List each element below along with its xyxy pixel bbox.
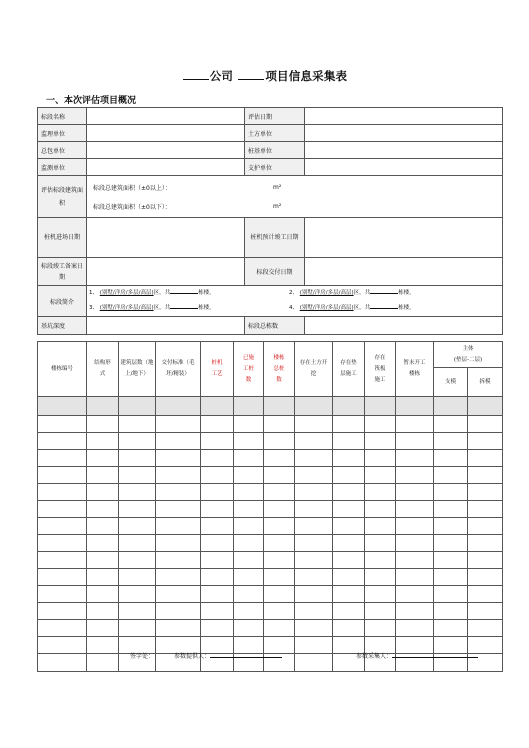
table-cell[interactable] (87, 603, 119, 620)
table-cell[interactable] (38, 552, 87, 569)
table-cell[interactable] (87, 654, 119, 672)
table-cell[interactable] (234, 433, 264, 450)
table-cell[interactable] (38, 518, 87, 535)
table-cell[interactable] (201, 450, 234, 467)
table-cell[interactable] (38, 501, 87, 518)
table-cell[interactable] (468, 569, 503, 586)
table-cell[interactable] (434, 569, 468, 586)
area-above-unit: m² (273, 183, 282, 191)
table-cell[interactable] (468, 397, 503, 416)
table-cell[interactable] (234, 501, 264, 518)
table-cell[interactable] (295, 586, 333, 603)
pile-unit-label: 桩基单位 (245, 142, 305, 159)
table-cell[interactable] (38, 637, 87, 654)
table-cell[interactable] (365, 450, 396, 467)
general-contractor-value[interactable] (87, 142, 245, 159)
table-cell[interactable] (156, 535, 201, 552)
header-row (38, 342, 503, 368)
table-cell[interactable] (365, 484, 396, 501)
area-below-label: 标段总建筑面积（±0以下）： (93, 203, 171, 211)
table-cell[interactable] (234, 397, 264, 416)
table-cell[interactable] (38, 467, 87, 484)
table-row (38, 535, 503, 552)
info-row (38, 176, 503, 218)
table-cell[interactable] (396, 535, 434, 552)
table-cell[interactable] (434, 518, 468, 535)
earthwork-label: 土方单位 (245, 125, 305, 142)
table-cell[interactable] (234, 450, 264, 467)
intro-line-2: 2、 (别墅/洋房/多层/高层)区，共 栋楼， (289, 290, 415, 296)
table-cell[interactable] (333, 518, 365, 535)
table-cell[interactable] (295, 450, 333, 467)
table-cell[interactable] (119, 569, 156, 586)
header-cushion: 存在垫层施工 (333, 342, 365, 397)
project-blank (238, 70, 264, 80)
table-cell[interactable] (365, 620, 396, 637)
table-cell[interactable] (468, 620, 503, 637)
table-row (38, 467, 503, 484)
section-name-label: 标段名称 (38, 108, 87, 125)
header-floors: 建筑层数（地上/地下） (119, 342, 156, 397)
table-cell[interactable] (234, 603, 264, 620)
table-cell[interactable] (87, 416, 119, 433)
table-cell[interactable] (365, 552, 396, 569)
table-cell[interactable] (295, 433, 333, 450)
table-cell[interactable] (119, 450, 156, 467)
table-cell[interactable] (38, 603, 87, 620)
table-cell[interactable] (119, 501, 156, 518)
table-cell[interactable] (234, 484, 264, 501)
table-cell[interactable] (201, 620, 234, 637)
table-cell[interactable] (234, 416, 264, 433)
table-row (38, 569, 503, 586)
table-cell[interactable] (365, 501, 396, 518)
table-cell[interactable] (295, 637, 333, 654)
table-cell[interactable] (434, 603, 468, 620)
table-cell[interactable] (333, 501, 365, 518)
completion-value[interactable] (87, 258, 245, 286)
table-cell[interactable] (87, 518, 119, 535)
header-building-no: 楼栋编号 (38, 342, 87, 397)
table-cell[interactable] (365, 518, 396, 535)
table-cell[interactable] (87, 552, 119, 569)
survey-value[interactable] (87, 159, 245, 176)
table-cell[interactable] (87, 397, 119, 416)
intro-label: 标段简介 (38, 286, 87, 317)
table-cell[interactable] (295, 569, 333, 586)
table-cell[interactable] (434, 397, 468, 416)
section-name-value[interactable] (87, 108, 245, 125)
delivery-label: 标段交付日期 (245, 258, 305, 286)
table-cell[interactable] (468, 416, 503, 433)
table-cell[interactable] (38, 416, 87, 433)
header-done-piles: 已施工桩数 (234, 342, 264, 397)
table-cell[interactable] (156, 433, 201, 450)
table-cell[interactable] (468, 484, 503, 501)
table-cell[interactable] (434, 620, 468, 637)
table-cell[interactable] (156, 603, 201, 620)
table-cell[interactable] (295, 535, 333, 552)
collector-label: 参数采集人： (356, 653, 393, 660)
table-cell[interactable] (396, 450, 434, 467)
provider-field (174, 651, 282, 660)
table-cell[interactable] (87, 637, 119, 654)
table-cell[interactable] (119, 397, 156, 416)
table-cell[interactable] (87, 467, 119, 484)
header-earthwork: 存在土方开挖 (295, 342, 333, 397)
table-cell[interactable] (156, 620, 201, 637)
provider-line[interactable] (210, 651, 282, 658)
info-row (38, 159, 503, 176)
table-row (38, 603, 503, 620)
sign-label: 签字处： (130, 653, 155, 660)
table-cell[interactable] (295, 484, 333, 501)
header-main: 主体 (垫层-二层) (434, 342, 503, 368)
table-cell[interactable] (295, 654, 333, 672)
area-above-label: 标段总建筑面积（±0以上）： (93, 184, 171, 192)
table-cell[interactable] (295, 501, 333, 518)
table-cell[interactable] (264, 416, 295, 433)
table-row (38, 450, 503, 467)
table-cell[interactable] (201, 433, 234, 450)
table-cell[interactable] (201, 586, 234, 603)
header-not-started: 暂未开工楼栋 (396, 342, 434, 397)
table-cell[interactable] (87, 569, 119, 586)
table-cell[interactable] (365, 603, 396, 620)
table-cell[interactable] (396, 620, 434, 637)
info-row (38, 258, 503, 286)
pit-depth-label: 基坑深度 (38, 317, 87, 335)
building-rows (38, 397, 503, 672)
table-cell[interactable] (201, 535, 234, 552)
table-cell[interactable] (396, 586, 434, 603)
intro-line-3: 3、 (别墅/洋房/多层/高层)区，共 栋楼， (89, 305, 215, 311)
table-cell[interactable] (156, 416, 201, 433)
header-raft: 存在筏板施工 (365, 342, 396, 397)
table-cell[interactable] (295, 603, 333, 620)
table-cell[interactable] (264, 569, 295, 586)
table-cell[interactable] (119, 518, 156, 535)
table-cell[interactable] (38, 433, 87, 450)
building-detail-table (37, 341, 503, 672)
table-cell[interactable] (434, 586, 468, 603)
table-cell[interactable] (264, 450, 295, 467)
table-cell[interactable] (201, 484, 234, 501)
table-cell[interactable] (201, 518, 234, 535)
survey-label: 监测单位 (38, 159, 87, 176)
table-cell[interactable] (87, 433, 119, 450)
table-cell[interactable] (234, 467, 264, 484)
table-cell[interactable] (434, 552, 468, 569)
supervision-label: 监理单位 (38, 125, 87, 142)
table-cell[interactable] (38, 450, 87, 467)
table-cell[interactable] (156, 569, 201, 586)
table-cell[interactable] (119, 467, 156, 484)
table-cell[interactable] (38, 586, 87, 603)
table-cell[interactable] (295, 416, 333, 433)
table-cell[interactable] (119, 586, 156, 603)
info-row (38, 108, 503, 125)
table-row (38, 501, 503, 518)
table-cell[interactable] (201, 552, 234, 569)
pile-unit-value[interactable] (305, 142, 503, 159)
table-cell[interactable] (156, 450, 201, 467)
earthwork-value[interactable] (305, 125, 503, 142)
table-cell[interactable] (234, 620, 264, 637)
table-cell[interactable] (434, 501, 468, 518)
table-cell[interactable] (38, 397, 87, 416)
table-cell[interactable] (468, 433, 503, 450)
table-cell[interactable] (156, 397, 201, 416)
table-cell[interactable] (234, 586, 264, 603)
table-cell[interactable] (333, 586, 365, 603)
supervision-value[interactable] (87, 125, 245, 142)
table-row (38, 397, 503, 416)
project-info-table (37, 107, 503, 335)
info-row (38, 218, 503, 258)
table-cell[interactable] (87, 484, 119, 501)
table-row (38, 586, 503, 603)
table-cell[interactable] (333, 535, 365, 552)
table-cell[interactable] (333, 484, 365, 501)
table-cell[interactable] (87, 535, 119, 552)
collector-field (356, 651, 478, 660)
table-cell[interactable] (468, 552, 503, 569)
pile-entry-value[interactable] (87, 218, 245, 258)
pile-exit-label: 桩机预计竣工日期 (245, 218, 305, 258)
table-cell[interactable] (333, 569, 365, 586)
table-cell[interactable] (201, 397, 234, 416)
eval-date-value[interactable] (305, 108, 503, 125)
table-cell[interactable] (468, 501, 503, 518)
table-cell[interactable] (434, 484, 468, 501)
table-cell[interactable] (201, 569, 234, 586)
table-cell[interactable] (295, 397, 333, 416)
table-cell[interactable] (264, 518, 295, 535)
table-cell[interactable] (333, 397, 365, 416)
table-cell[interactable] (333, 450, 365, 467)
table-cell[interactable] (264, 397, 295, 416)
table-cell[interactable] (434, 450, 468, 467)
table-cell[interactable] (396, 397, 434, 416)
table-cell[interactable] (468, 450, 503, 467)
area-below-unit: m² (273, 202, 282, 210)
table-cell[interactable] (434, 467, 468, 484)
table-cell[interactable] (38, 535, 87, 552)
intro-line-1: 1、 (别墅/洋房/多层/高层)区，共 栋楼， (89, 290, 215, 296)
table-cell[interactable] (468, 586, 503, 603)
table-cell[interactable] (365, 397, 396, 416)
table-cell[interactable] (119, 552, 156, 569)
table-cell[interactable] (434, 433, 468, 450)
table-cell[interactable] (333, 603, 365, 620)
table-row (38, 518, 503, 535)
table-cell[interactable] (365, 569, 396, 586)
table-row (38, 620, 503, 637)
table-cell[interactable] (156, 552, 201, 569)
table-cell[interactable] (119, 620, 156, 637)
table-cell[interactable] (396, 416, 434, 433)
info-row (38, 286, 503, 317)
table-cell[interactable] (396, 569, 434, 586)
support-label: 支护单位 (245, 159, 305, 176)
table-cell[interactable] (87, 450, 119, 467)
table-cell[interactable] (396, 501, 434, 518)
table-cell[interactable] (119, 416, 156, 433)
table-cell[interactable] (264, 484, 295, 501)
table-cell[interactable] (156, 586, 201, 603)
table-cell[interactable] (264, 535, 295, 552)
table-cell[interactable] (365, 467, 396, 484)
table-cell[interactable] (156, 518, 201, 535)
header-pile-process: 桩机工艺 (201, 342, 234, 397)
table-row (38, 433, 503, 450)
section-title: 一、本次评估项目概况 (46, 96, 137, 106)
info-row (38, 317, 503, 335)
table-cell[interactable] (333, 552, 365, 569)
table-cell[interactable] (87, 586, 119, 603)
table-cell[interactable] (119, 433, 156, 450)
header-delivery-std: 交付标准（毛坯/精装） (156, 342, 201, 397)
table-cell[interactable] (264, 620, 295, 637)
table-cell[interactable] (119, 603, 156, 620)
general-contractor-label: 总包单位 (38, 142, 87, 159)
table-cell[interactable] (201, 467, 234, 484)
intro-value[interactable] (87, 286, 503, 317)
support-value[interactable] (305, 159, 503, 176)
table-cell[interactable] (38, 620, 87, 637)
table-row (38, 552, 503, 569)
table-cell[interactable] (87, 501, 119, 518)
table-cell[interactable] (333, 433, 365, 450)
header-demolish: 拆模 (468, 368, 503, 397)
table-cell[interactable] (295, 620, 333, 637)
table-cell[interactable] (365, 586, 396, 603)
completion-label: 标段竣工备案日期 (38, 258, 87, 286)
table-cell[interactable] (156, 501, 201, 518)
info-row (38, 142, 503, 159)
eval-date-label: 评估日期 (245, 108, 305, 125)
table-cell[interactable] (264, 467, 295, 484)
table-cell[interactable] (396, 518, 434, 535)
table-cell[interactable] (264, 501, 295, 518)
pile-entry-label: 桩机进场日期 (38, 218, 87, 258)
table-cell[interactable] (119, 535, 156, 552)
table-row (38, 416, 503, 433)
table-cell[interactable] (396, 433, 434, 450)
table-cell[interactable] (396, 484, 434, 501)
table-cell[interactable] (295, 552, 333, 569)
info-row (38, 125, 503, 142)
table-cell[interactable] (295, 518, 333, 535)
table-cell[interactable] (468, 518, 503, 535)
table-cell[interactable] (396, 603, 434, 620)
table-cell[interactable] (234, 552, 264, 569)
table-cell[interactable] (201, 416, 234, 433)
intro-line-4: 4、 (别墅/洋房/多层/高层)区，共 栋楼， (289, 305, 415, 311)
building-area-label: 评估标段建筑面积 (38, 176, 87, 218)
table-cell[interactable] (201, 501, 234, 518)
header-structure: 结构形式 (87, 342, 119, 397)
table-cell[interactable] (396, 467, 434, 484)
table-cell[interactable] (365, 535, 396, 552)
table-cell[interactable] (234, 535, 264, 552)
page-title: 公司 项目信息采集表 (0, 68, 529, 84)
table-cell[interactable] (38, 654, 87, 672)
table-row (38, 484, 503, 501)
table-cell[interactable] (333, 620, 365, 637)
header-formwork: 支模 (434, 368, 468, 397)
table-cell[interactable] (295, 467, 333, 484)
table-cell[interactable] (119, 484, 156, 501)
table-cell[interactable] (156, 484, 201, 501)
table-cell[interactable] (87, 620, 119, 637)
table-cell[interactable] (234, 518, 264, 535)
collector-line[interactable] (392, 651, 478, 658)
table-cell[interactable] (201, 603, 234, 620)
header-total-piles: 楼栋总桩数 (264, 342, 295, 397)
delivery-value[interactable] (305, 258, 503, 286)
table-cell[interactable] (434, 416, 468, 433)
table-cell[interactable] (333, 467, 365, 484)
table-cell[interactable] (333, 416, 365, 433)
table-cell[interactable] (264, 586, 295, 603)
pile-exit-value[interactable] (305, 218, 503, 258)
table-cell[interactable] (468, 603, 503, 620)
table-cell[interactable] (264, 433, 295, 450)
table-cell[interactable] (264, 603, 295, 620)
table-cell[interactable] (38, 484, 87, 501)
table-cell[interactable] (468, 467, 503, 484)
pit-depth-value[interactable] (87, 317, 245, 335)
table-cell[interactable] (234, 569, 264, 586)
table-cell[interactable] (396, 552, 434, 569)
table-cell[interactable] (38, 569, 87, 586)
company-blank (183, 70, 209, 80)
provider-label: 参数提供人： (174, 653, 211, 660)
table-cell[interactable] (434, 535, 468, 552)
total-buildings-value[interactable] (305, 317, 503, 335)
building-area-value[interactable] (87, 176, 503, 218)
table-cell[interactable] (156, 467, 201, 484)
table-cell[interactable] (365, 416, 396, 433)
table-cell[interactable] (264, 552, 295, 569)
total-buildings-label: 标段总栋数 (245, 317, 305, 335)
table-cell[interactable] (365, 433, 396, 450)
table-cell[interactable] (468, 535, 503, 552)
